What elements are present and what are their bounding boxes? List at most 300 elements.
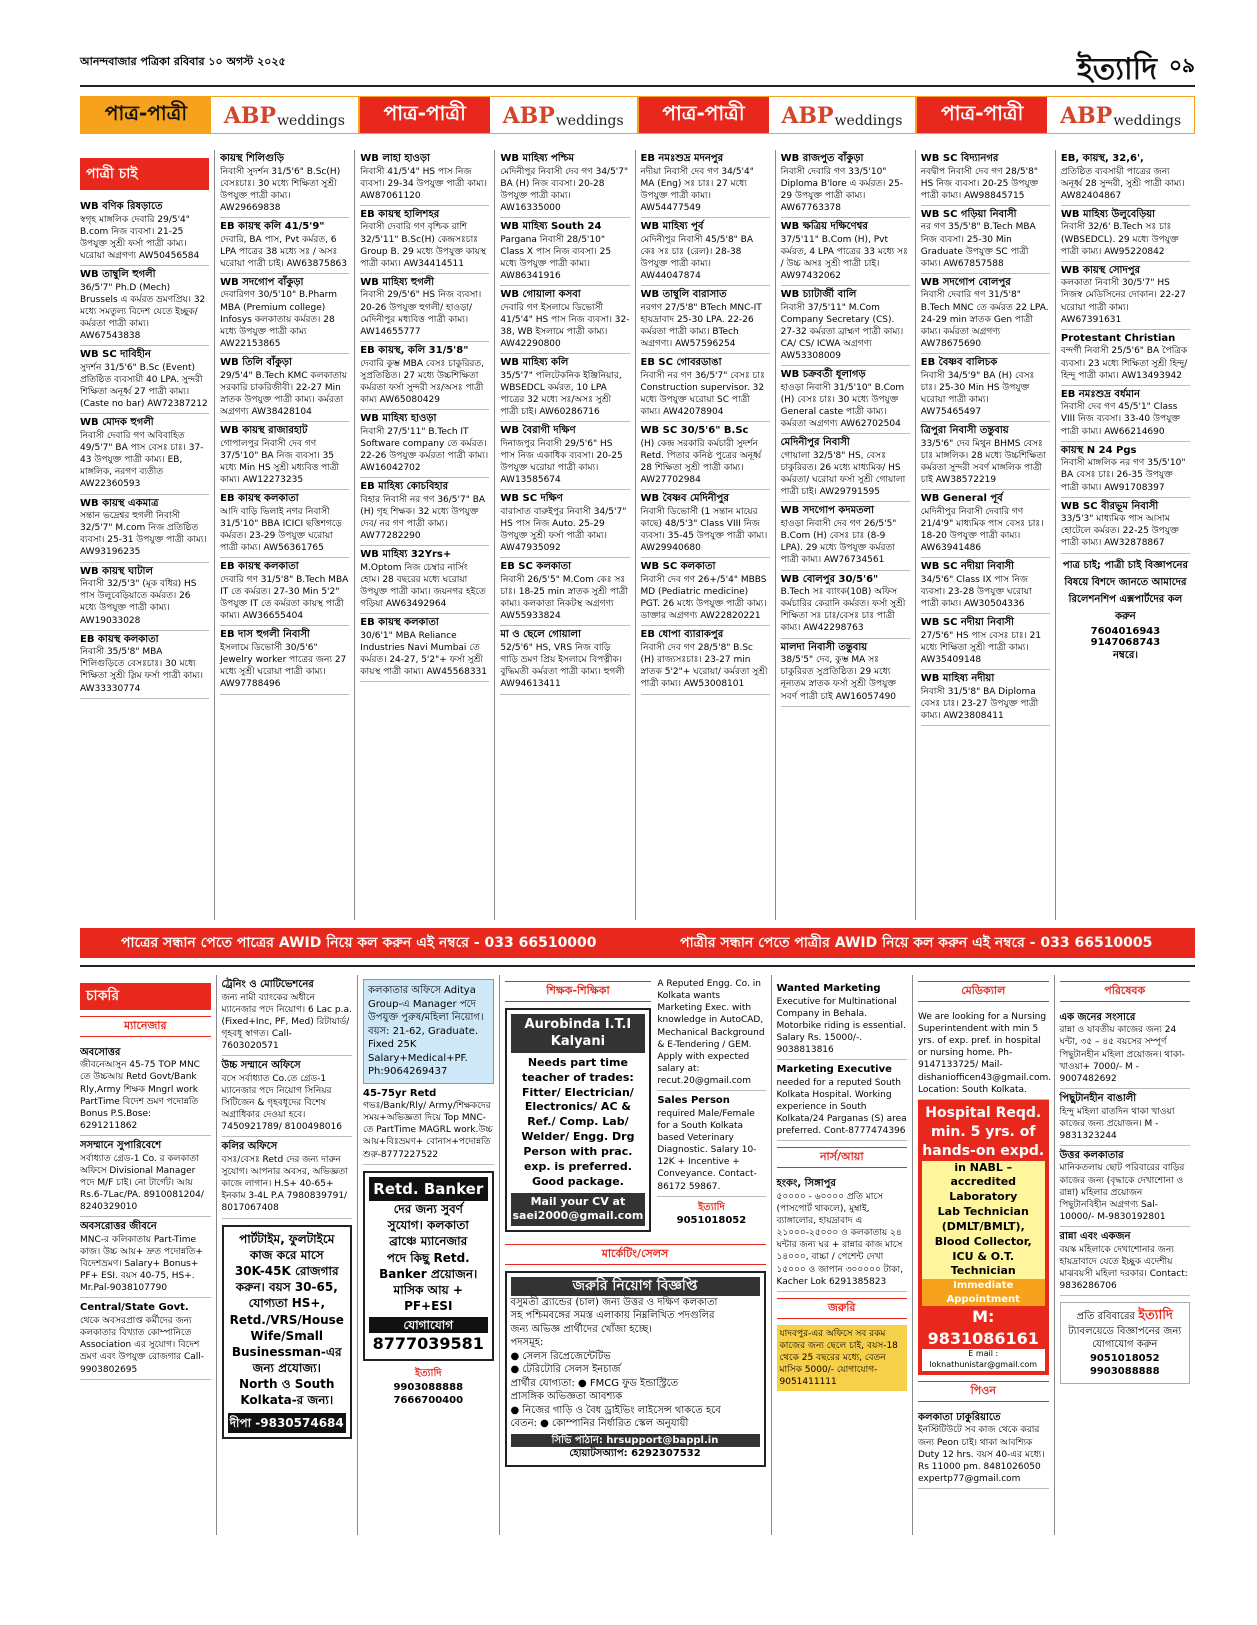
ad-heading: WB SC 30/5'6" B.Sc <box>640 425 749 437</box>
sales-ad: Sales Person required Male/Female for a South Kolkata based Veterinary Diagnostic. Salary 10-12K + Incentive + Conveyance. Contact- 86172 59867. <box>657 1091 765 1196</box>
ad-text: নিবাসী মাঙ্গলিক নর গণ 35/5'10" BA বেসঃ চাঃ। 26-35 উপযুক্ত পাত্রী কাম্য। AW91708397 <box>1060 458 1186 493</box>
masthead: আনন্দবাজার পত্রিকা রবিবার ১০ অগস্ট ২০২৫ <box>80 55 286 68</box>
classified-ad <box>500 286 629 354</box>
retd-ad: 45-75yr Retd গভঃ/Bank/Rly/ Army/শিক্ষকদের সময়+অভিজ্ঞতা দিয়ে Top MNC-তে PartTime MAGRL work.উচ্চ আয়+বিঃভ্রমণ+ বোনাস+পদোন্নতি শুরু-8777227522 <box>363 1084 494 1165</box>
classified-ad <box>80 563 209 631</box>
ad-heading: EB কায়স্থ কলি 41/5'9" <box>220 221 325 233</box>
classified-ad <box>921 354 1050 422</box>
ad-line: ● নিজের গাড়ি ও বৈধ ড্রাইভিং লাইসেন্স থাকতে হবে <box>510 1404 721 1416</box>
ad-text: দিনাজপুর নিবাসী 29/5'6" HS পাস নিজ একাধিক ব্যবসা। 20-25 উপযুক্ত ঘরোয়া পাত্রী কাম্য। AW13585674 <box>500 438 623 486</box>
ad-line: করুন। বয়স 30-65, <box>235 1280 338 1295</box>
ad-heading: WB কায়স্থ ঘাটাল <box>80 565 153 577</box>
page-header <box>80 45 1195 87</box>
ad-line: যোগ্যতা HS+, <box>248 1296 326 1311</box>
hospital-ad: Hospital Reqd. min. 5 yrs. of hands-on expd. in NABL –accredited Laboratory Lab Technician (DMLT/BMLT), Blood Collector, ICU & O.T. Technician Immediate Appointment M: 9831086161 E mail : loknathunistar@gmail.com <box>918 1100 1049 1375</box>
classified-column <box>494 150 634 920</box>
classified-column <box>354 150 494 920</box>
classified-ad <box>641 218 770 286</box>
ad-text: নিবাসী ডিভোর্সী (1 সন্তান মায়ের কাছে) 48/5'3" Class VIII নিজ ব্যবসা। 35-45 উপযুক্ত পাত্রী কাম্য। AW29940680 <box>640 506 768 554</box>
ad-text: নিবাসী দেব গণ 28/5'8" B.Sc (H) রাজ্যসঃচাঃ। 23-27 min স্নাতক 5'2"+ ঘরোয়া/ কর্মরতা সুশ্রী পাত্রী কাম্য। AW53008101 <box>640 642 768 690</box>
ad-text: B.Tech সঃ ব্যাংক(10B) অফিস কর্মচারির কেরানি কর্মরত। ফর্সা সুশ্রী শিক্ষিতা সঃ চাঃ/বেসঃ চাঃ পাত্রী কাম্য। AW42298763 <box>780 587 906 634</box>
helpline-phone: 7604016943 <box>1090 625 1161 637</box>
ad-text: নবদ্বীপ নিবাসী দেব গণ 28/5'8" HS নিজ ব্যবসা। 20-25 উপযুক্ত পাত্রী কাম্য। AW98845715 <box>920 166 1039 201</box>
banner-label: পাত্র-পাত্রী <box>639 97 769 133</box>
classified-ad <box>641 354 770 422</box>
job-text: বসে সর্বাধ্যাত Co.তে গ্রেড-1 ম্যানেজার পদে নিয়োগ সিনিয়র সিটিজেন & গৃহবধূদের বিশেষ অগ্রাধিকার দেওয়া হবে। 7450921789/ 8100498016 <box>221 1073 342 1133</box>
bride-search-cta: পাত্রীর সন্ধান পেতে পাত্রীর AWID নিয়ে কল করুন এই নম্বরে - 033 66510005 <box>680 935 1153 951</box>
ad-heading: WB SC নদীয়া নিবাসী <box>920 561 1015 573</box>
job-ad <box>1060 1008 1191 1089</box>
ad-text: নর গণ 35/5'8" B.Tech MBA নিজ ব্যবসা। 25-30 Min Graduate উপযুক্ত SC পাত্রী কাম্য। AW67857588 <box>920 222 1036 269</box>
ad-heading: WB বৈষ্ণব মেদিনীপুর <box>640 493 729 505</box>
ad-heading: WB মাহিষ্য পূর্ব <box>640 221 704 233</box>
urgent-ad: যাদবপুর-এর অফিসে সব রকম কাজের জন্য ছেলে চাই, বয়স-18 থেকে 25 বছরের মধ্যে, বেতন মাসিক 5000/- যোগাযোগ- 9051411111 <box>777 1325 908 1392</box>
classified-ad <box>1061 498 1190 554</box>
manager-subhead: ম্যানেজার <box>80 1016 211 1037</box>
classified-ad <box>80 495 209 563</box>
ad-text: নিবাসী 41/5'4" HS পাস নিজ ব্যবসা। 29-34 উপযুক্ত পাত্রী কাম্য। AW87061120 <box>360 166 487 201</box>
job-ad <box>222 1056 353 1137</box>
ad-text: 34/5'6" Class IX পাস নিজ ব্যবসা। 23-28 উপযুক্ত ঘরোয়া পাত্রী কাম্য। AW30504336 <box>920 574 1032 610</box>
job-text: সর্বাধ্যাত গ্রেড-1 Co. র কলকাতা অফিসে Divisional Manager পদে M/F চাই। নো টার্গেট। আয় Rs.6-7Lac/PA. 8910081204/ 8240329010 <box>80 1153 204 1213</box>
ad-heading: WB মাহিষ্য হাওড়া <box>360 413 437 425</box>
classified-ad <box>360 274 489 342</box>
ad-text: 35/5'7" পলিটেকনিক ইঞ্জিনিয়ার, WBSEDCL কর্মরত, 10 LPA পাত্রের 32 মধ্যে সঃ/অসঃ সুশ্রী পাত্রী চাই। AW60286716 <box>500 370 622 418</box>
ad-text: নিবাসী 29/5'6" HS নিজ ব্যবসা। 20-26 উপযুক্ত হুগলী/ হাওড়া/ মেদিনীপুর মধ্যবিত্ত পাত্রী কাম্য। AW14655777 <box>360 290 482 337</box>
ad-heading: WB SC দক্ষিণ <box>500 493 563 505</box>
ad-heading: WB সদগোপ বাঁকুড়া <box>220 276 304 288</box>
helpline-phone: 9147068743 <box>1090 636 1161 648</box>
ad-heading: WB মাহিষ্য নদীয়া <box>920 673 995 685</box>
ad-heading: WB মোদক হুগলী <box>80 417 154 429</box>
ad-text: নিবাসী 27/5'11" B.Tech IT Software company তে কর্মরত। 22-26 উপযুক্ত কর্মরতা পাত্রী কাম্য। AW16042702 <box>360 426 489 474</box>
banker-ad: Retd. Banker দের জন্য সুবর্ণ সুযোগ। কলকাতা ব্রাঞ্চে ম্যানেজার পদে কিছু Retd. Banker প্রয়োজন। মাসিক আয় + PF+ESI যোগাযোগ 8777039581 <box>363 1171 494 1361</box>
classified-ad <box>781 150 910 218</box>
ad-text: দেবারি গণ ইসলামে ডিভোর্সী 41/5'4" HS পাস নিজ ব্যবসা। 32-38, WB ইসলামে পাত্রী কাম্য। AW42290800 <box>500 302 630 350</box>
ad-heading: EB বৈষ্ণব বালিচক <box>920 357 998 369</box>
ad-heading: WB তাম্বুলি বারাসাত <box>640 289 727 301</box>
ad-text: নদীয়া নিবাসী দেব গণ 34/5'4" MA (Eng) সঃ চাঃ। 27 মধ্যে উপযুক্ত পাত্রী কাম্য। AW54477549 <box>640 166 754 213</box>
ad-heading: EB, কায়স্থ, 32,6', <box>1060 153 1144 164</box>
ad-heading: মেদিনীপুর নিবাসী <box>780 437 850 449</box>
banner-segment <box>916 96 1195 134</box>
ad-text: 27/5'6" HS পাস বেসঃ চাঃ। 21 মধ্যে শিক্ষিতা সুশ্রী পাত্রী কাম্য। AW35409148 <box>920 630 1042 666</box>
ad-text: দেবারি গণ 31/5'8" B.Tech MBA IT তে কর্মরত। 27-30 Min 5'2" উপযুক্ত IT তে কর্মরতা কায়স্থ পাত্রী কাম্য। AW36655404 <box>220 574 349 622</box>
jobs-col-5 <box>771 975 913 1535</box>
ad-text: নরগণ 27/5'8" BTech MNC-IT হায়দ্রাবাদ 25-30 LPA. 22-26 কর্মরতা পাত্রী কাম্য। BTech অগ্রগণ্য। AW57596254 <box>640 302 762 350</box>
classified-column <box>635 150 775 920</box>
ad-text: নিবাসী 31/5'8" BA Diploma বেসঃ চাঃ। 23-27 উপযুক্ত পাত্রী কাম্য। AW23808411 <box>920 686 1039 721</box>
classified-ad <box>781 502 910 570</box>
classified-ad <box>360 206 489 274</box>
classified-ad <box>921 490 1050 558</box>
ad-heading: WB কায়স্থ সোদপুর <box>1060 264 1141 276</box>
job-text: জন্য নামী ব্যাংকের অধীনে ম্যানেজার পদে নিয়োগ। 6 Lac p.a. (Fixed+Inc, PF, Med) রিটায়ার্ড/গৃহবধূ স্বাগত। Call- 7603020571 <box>221 992 352 1052</box>
classified-ad <box>500 150 629 218</box>
ad-heading: WB সদগোপ কদমতলা <box>780 505 875 517</box>
ad-heading: EB কায়স্থ কলকাতা <box>80 633 159 645</box>
banner-segment <box>359 96 638 134</box>
classified-column <box>214 150 354 920</box>
ad-heading: WB কায়স্থ রাজারহাট <box>220 425 308 437</box>
ad-line: (DMLT/BMLT), <box>941 1219 1025 1233</box>
section-title: ইত্যাদি <box>1077 52 1157 87</box>
job-heading: পিছুটানহীন বাঙালী <box>1059 1093 1137 1105</box>
job-ad <box>1060 1089 1191 1146</box>
job-ad <box>80 1298 211 1379</box>
ad-text: গোয়ালা 32/5'8" HS, বেসঃ চাকুরিরত। 26 মধ্যে মাধ্যমিক/ HS কর্মরতা/ ঘরোয়া ফর্সা সুশ্রী গোয়ালা পাত্রী চাই। AW29791595 <box>780 450 906 498</box>
job-ad <box>1060 1146 1191 1227</box>
classified-ad <box>360 342 489 410</box>
ad-text: M.Optom নিজ চেম্বার নার্সিং হোম। 28 বছরের মধ্যে ঘরোয়া উপযুক্ত পাত্রী কাম্য। জয়নগর হইতে গড়িয়া AW63492964 <box>360 562 486 610</box>
job-text: Executive for Multinational Company in Behala. Motorbike riding is essential. Salary Rs. 15000/-. 9038813816 <box>776 996 906 1056</box>
ad-text: বিহার নিবাসী নর গণ 36/5'7" BA (H) গৃহ শিক্ষক। 32 মধ্যে উপযুক্ত দেব/ নর গণ পাত্রী কাম্য। AW77282290 <box>360 494 486 542</box>
job-heading: অবসোত্তর <box>80 1046 121 1058</box>
classified-column <box>915 150 1055 920</box>
classified-ad <box>781 366 910 434</box>
classified-ad <box>921 558 1050 614</box>
ad-heading: WB রাজপুত বাঁকুড়া <box>780 153 864 164</box>
ad-text: গোপালপুর নিবাসী দেব গণ 37/5'10" BA নিজ ব্যবসা। 35 মধ্যে Min HS সুশ্রী মধ্যবিত্ত পাত্রী কাম্য। AW12273235 <box>220 438 340 486</box>
classified-ad <box>781 571 910 639</box>
ad-line: North ও South <box>239 1377 335 1392</box>
ad-heading: EB SC গোবরডাঙা <box>640 357 722 369</box>
job-heading: উচ্চ সম্মানে অফিসে <box>221 1060 301 1072</box>
ad-heading: WB SC কলকাতা <box>640 561 716 573</box>
ad-text: স্বগৃহ মাঙ্গলিক দেবারি 29/5'4" B.com নিজ ব্যবসা। 21-25 উপযুক্ত সুশ্রী ফর্সা পাত্রী কাম্য। ঘরোয়া অগ্রগণ্য AW50456584 <box>80 214 200 261</box>
classified-ad <box>921 206 1050 274</box>
ad-heading: EB কায়স্থ কলকাতা <box>220 561 299 573</box>
ad-heading: WB মাহিষ্য কলি <box>500 357 569 369</box>
ad-text: নিবাসী দেবারি গণ বৃশ্চিক রাশি 32/5'11" B.Sc(H) কেন্দ্রসঃচাঃ Group B. 29 মধ্যে উপযুক্ত কায়স্থ পাত্রী কাম্য। AW34414511 <box>360 222 486 269</box>
ad-line: ব্রাঞ্চে ম্যানেজার <box>389 1234 468 1249</box>
ad-text: নিবাসী দেবারি গণ 31/5'8" B.Tech MNC তে কর্মরত 22 LPA. 24-29 min স্নাতক Gen পাত্রী কাম্য। কর্মরতা অগ্রগণ্য AW78675690 <box>920 290 1049 350</box>
jobs-col-2 <box>216 975 358 1535</box>
ad-text: আদি বাড়ি ভিলাই নগর নিবাসী 31/5'10" BBA ICICI ছত্তিশগড়ে কর্মরত। 23-29 উপযুক্ত ঘরোয়া পাত্রী কাম্য। AW56361765 <box>220 506 342 554</box>
ad-heading: EB কায়স্থ কলকাতা <box>220 493 299 505</box>
ad-heading: WB লাহা হাওড়া <box>360 153 430 164</box>
classified-ad <box>80 631 209 699</box>
classified-ad <box>360 478 489 546</box>
ad-heading: EB কায়স্থ কলকাতা <box>360 617 439 629</box>
classified-ad <box>220 218 349 274</box>
classified-ad <box>1061 150 1190 206</box>
medical-subhead: মেডিক্যাল <box>918 981 1049 1002</box>
ad-text: নিবাসী দেবারি গণ 33/5'10" Diploma B'lore এ কর্মরত। 25-29 উপযুক্ত পাত্রী কাম্য। AW67763378 <box>780 166 903 213</box>
aditya-ad: কলকাতার অফিসে Aditya Group-এ Manager পদে উপযুক্ত পুরুষ/মহিলা নিয়োগ। বয়স: 21-62, Graduate. Fixed 25K Salary+Medical+PF. Ph:9064269437 <box>363 979 494 1084</box>
classified-ad <box>921 422 1050 490</box>
matrimonial-banner <box>80 96 1195 134</box>
classified-column <box>80 150 214 920</box>
ad-heading: মা ও ছেলে গোয়ালা <box>500 629 581 641</box>
call-to-action-strip <box>80 928 1195 958</box>
ad-heading: WB বণিক রিষড়াতে <box>80 201 163 212</box>
classified-ad <box>220 274 349 354</box>
ad-text: নিবাসী নর গণ 36/5'7" বেসঃ চাঃ Construction supervisor. 32 মধ্যে উপযুক্ত ঘরোয়া SC পাত্রী কাম্য। AW42078904 <box>640 370 765 418</box>
itadi-contact-2: ইত্যাদি 9051018052 <box>676 1201 747 1227</box>
job-heading: রান্না এবং একজন <box>1059 1231 1131 1243</box>
ad-heading: EB নমঃশুদ্র মদনপুর <box>640 153 724 164</box>
job-heading: Central/State Govt. <box>80 1302 189 1314</box>
job-ad <box>222 1137 353 1218</box>
classified-ad <box>500 218 629 286</box>
job-heading: এক জনের সংসারে <box>1059 1011 1136 1023</box>
ad-line: সুযোগ। কলকাতা <box>387 1218 469 1233</box>
ad-text: 38/5'5" দেব, কুম্ভ MA সঃ চাকুরিরত সুপ্রতিষ্ঠিত। 29 মধ্যে নূন্যতম স্নাতক ফর্সা সুশ্রী উপযুক্ত সবর্ণ পাত্রী চাই AW16057490 <box>780 655 897 702</box>
ad-heading: WB কায়স্থ একমাত্র <box>80 497 159 509</box>
ad-line: ● সেলস রিপ্রেজেন্টেটিভ <box>510 1350 611 1362</box>
ad-text: নিবাসী দেবারি গণ অবিবাহিত 49/5'7" BA পাস বেসঃ চাঃ। 37-43 উপযুক্ত পাত্রী কাম্য। EB, মাঙ্গলিক, নরগণ ব্যতীত AW22360593 <box>80 430 204 490</box>
classified-ad <box>360 410 489 478</box>
ad-line: Wife/Small <box>250 1328 324 1343</box>
ad-text: দেবারিগণ 30/5'10" B.Pharm MBA (Premium college) Infosys কলকাতায় কর্মরত। 28 মধ্যে উপযুক্ত পাত্রী কাম্য AW22153865 <box>220 290 337 350</box>
ad-heading: EB নমঃশুদ্র বর্ধমান <box>1060 388 1140 400</box>
jobs-col-6 <box>912 975 1054 1535</box>
classified-ad <box>1061 442 1190 498</box>
parttime-ad <box>222 1225 353 1439</box>
ad-text: দেবারি কুম্ভ MBA বেসঃ চাকুরিরত, সুপ্রতিষ্ঠিত। 27 মধ্যে উচ্চশিক্ষিতা কর্মরতা ফর্সা সুন্দরী সঃ/অসঃ পাত্রী কাম্য AW65080429 <box>360 358 484 405</box>
ad-line: Businessman-এর <box>231 1344 342 1359</box>
nurse-ad: হংকং, সিঙ্গাপুর ৫০০০০ - ৬০০০০ প্রতি মাসে (পাসপোর্ট থাকলে), মুম্বাই, ব্যাঙ্গালোর, হায়দ্রাবাদ এ ২১০০০-২৫০০০ ও কলকাতায় ২৪ ঘন্টার জন্য ঘর + রান্নার কাজ মাসে ১৪০০০, বাচ্চা / পেশেন্ট দেখা ১৫০০০ ও জাপান ৩০০০০০ টাকা, Kacher Lok 6291385823 <box>777 1174 908 1292</box>
classified-ad <box>80 198 209 266</box>
jobs-title: চাকরি <box>80 983 211 1010</box>
parttime-phone: দীপা -9830574684 <box>228 1413 347 1433</box>
jobs-col-4 <box>499 975 771 1535</box>
ad-text: 33/5'3" মাধ্যমিক পাস আসাম হোটেলে কর্মরত। 22-25 উপযুক্ত পাত্রী কাম্য। AW32878867 <box>1060 514 1179 549</box>
urgent-subhead: জরুরি <box>777 1298 908 1319</box>
medical-ad: We are looking for a Nursing Superintendent with min 5 yrs. of exp. pref. in hospital or nursing home. Ph- 9147133725/ Mail- dishaniofficen43@gmail.com. Location: South Kolkata. <box>918 1008 1049 1100</box>
helpline-box <box>1061 558 1190 665</box>
ad-text: বন্দর্গী নিবাসী 25/5'6" BA পৈত্রিক ব্যবসা। 23 মধ্যে শিক্ষিতা সুশ্রী হিন্দু/ হিন্দু পাত্রী কাম্য। AW13493942 <box>1060 346 1188 381</box>
ad-line: Blood Collector, <box>934 1234 1032 1248</box>
ad-text: ইসলামে ডিভোর্সী 30/5'6" Jewelry worker পাত্রের জন্য 27 মধ্যে সুশ্রী ঘরোয়া পাত্রী কাম্য। AW97788496 <box>220 642 347 690</box>
job-text: হিন্দু মহিলা রাতদিন থাকা খাওয়া কাজের জন্য প্রয়োজন। M - 9831323244 <box>1059 1106 1175 1141</box>
ad-line: মাসিক আয় + <box>393 1282 463 1297</box>
ad-heading: WB চ্যাটার্জী বালি <box>780 289 857 301</box>
peon-ad: কলকাতা ঢাকুরিয়াতে ইনস্টিটিউটে সব কাজ থেকে করার জন্য Peon চাই। থাকা আবশ্যিক Duty 12 hrs. বয়স 40-এর মধ্যে। Rs 11000 pm. 8481026050 expertp77@gmail.com <box>918 1408 1049 1489</box>
ad-text: বারাসাত বারুইপুর নিবাসী 34/5'7" HS পাস নিজ Auto. 25-29 উপযুক্ত সুশ্রী ফর্সা পাত্রী কাম্য। AW47935092 <box>500 506 627 554</box>
classified-ad <box>220 626 349 694</box>
classified-ad <box>500 490 629 558</box>
ad-line: প্রাসঙ্গিক অভিজ্ঞতা আবশ্যক <box>510 1391 623 1403</box>
job-ad <box>222 975 353 1056</box>
ad-line: বসুমতী ব্র্যান্ডের (চাল) জন্য উত্তর ও দক্ষিণ কলকাতা <box>510 1296 718 1308</box>
banner-label: পাত্র-পাত্রী <box>917 97 1047 133</box>
ad-line: জন্য অভিজ্ঞ প্রার্থীদের খোঁজা হচ্ছে। <box>510 1323 652 1335</box>
job-heading: উত্তর কলকাতার <box>1059 1149 1124 1161</box>
ad-line: সহ পশ্চিমবঙ্গের সমস্ত এলাকায় নিম্নলিখিত পদগুলির <box>510 1310 715 1322</box>
ad-heading: মালদা নিবাসী তন্তুবায় <box>780 641 868 653</box>
ad-heading: WB তাম্বুলি হুগলী <box>80 269 156 281</box>
section-separator <box>80 965 1195 967</box>
engg-ad: A Reputed Engg. Co. in Kolkata wants Marketing Exec. with knowledge in AutoCAD, Mechanical Background & E-Tendering / GEM. Apply with expected salary at: recut.20@gmail.com <box>657 975 765 1091</box>
classified-ad <box>360 546 489 614</box>
ad-line: পদে কিছু Retd. <box>386 1250 470 1265</box>
classified-ad <box>641 286 770 354</box>
classified-ad <box>80 266 209 346</box>
jobs-col-7 <box>1054 975 1196 1535</box>
classified-ad <box>1061 386 1190 442</box>
ad-heading: EB কায়স্থ, কলি 31/5'8" <box>360 345 469 357</box>
ad-text: মেদিনীপুর নিবাসী দেবারি গণ 21/4'9" মাধ্যমিক পাস বেসঃ চাঃ। 18-20 উপযুক্ত পাত্রী কাম্য। AW63941486 <box>920 506 1044 554</box>
classified-ad <box>781 218 910 286</box>
ad-line: 30K-45K রোজগার <box>234 1263 339 1278</box>
job-ad <box>80 1136 211 1217</box>
ad-heading: ত্রিপুরা নিবাসী তন্তুবায় <box>920 425 1009 437</box>
ad-heading: Protestant Christian <box>1060 332 1176 344</box>
ad-heading: WB SC গড়িয়া নিবাসী <box>920 208 1017 220</box>
ad-line: in NABL –accredited <box>950 1160 1017 1189</box>
ad-text: সন্তান ভদ্রেশ্বর হুগলী নিবাসী 32/5'7" M.com নিজ প্রতিষ্ঠিত ব্যবসা। 25-31 উপযুক্ত পাত্রী কাম্য। AW93196235 <box>80 511 207 558</box>
ad-text: কলকাতা নিবাসী 30/5'7" HS নিজস্ব মেডিসিনের দোকান। 22-27 ঘরোয়া পাত্রী কাম্য। AW67391631 <box>1060 278 1186 325</box>
jobs-col-1 <box>80 975 216 1535</box>
banker-phone: 8777039581 <box>372 1334 484 1354</box>
banner-label: পাত্র-পাত্রী <box>360 97 490 133</box>
ad-heading: WB ক্ষত্রিয় দক্ষিণেশ্বর <box>780 221 868 233</box>
classified-ad <box>220 558 349 626</box>
ad-text: নিবাসী 26/5'5" M.Com কেঃ সঃ চাঃ। 18-25 min স্নাতক সুশ্রী পাত্রী কাম্য। কলকাতা নিকটস্থ অগ্রগণ্য AW55933824 <box>500 574 628 622</box>
ad-text: নিবাসী দেব গণ 45/5'1" Class VIII নিজ ব্যবসা। 33-40 উপযুক্ত পাত্রী কাম্য। AW66214690 <box>1060 402 1181 437</box>
classified-ad <box>1061 262 1190 330</box>
ad-heading: WB SC বিদ্যানগর <box>920 153 999 164</box>
ad-heading: WB গোয়ালা কসবা <box>500 289 581 301</box>
header-rule <box>80 85 1195 87</box>
ad-heading: WB SC দাবিহীন <box>80 349 151 361</box>
ad-text: 36/5'7" Ph.D (Mech) Brussels এ কর্মরত ভ্রমণপ্রিয়। 32 মধ্যে সমতুল্য বিদেশ যেতে ইচ্ছুক/ কর্মরতা পাত্রী কাম্য। AW67543838 <box>80 282 206 342</box>
ad-text: 29/5'4" B.Tech KMC কলকাতায় সরকারি চাকরিজীবী। 22-27 Min স্নাতক উপযুক্ত পাত্রী কাম্য। কর্মরতা অগ্রগণ্য AW38428104 <box>220 370 347 418</box>
classified-ad <box>641 422 770 490</box>
job-heading: ট্রেনিং ও মোটিভেশনের <box>221 979 314 990</box>
ad-heading: WB মাহিষ্য 32Yrs+ <box>360 549 452 561</box>
classified-ad <box>641 558 770 626</box>
classified-column <box>775 150 915 920</box>
banner-label: পাত্র-পাত্রী <box>81 97 211 133</box>
ad-line: Retd./VRS/House <box>229 1312 344 1327</box>
ad-heading: WB বৈরাগী দক্ষিণ <box>500 425 576 437</box>
job-text: মানিকতলায় ছোট পরিবারের বাড়ির কাজের জন্য (বৃদ্ধাকে দেখাশোনা ও রান্না) মহিলার প্রয়োজন পিছুটানবিহীন অগ্রগণ্য Sal-10000/- M-9830192801 <box>1059 1163 1185 1223</box>
classified-ad <box>80 414 209 494</box>
ad-line: ● টেরিটোরি সেলস ইনচার্জ <box>510 1364 621 1376</box>
itadi-contact: ইত্যাদি 9903088888 7666700400 <box>393 1368 464 1407</box>
job-ad <box>80 1043 211 1136</box>
ad-heading: WB তিলি বাঁকুড়া <box>220 357 292 369</box>
ad-heading: WB বোলপুর 30/5'6" <box>780 573 879 585</box>
job-ad <box>80 1217 211 1298</box>
ad-line: PF+ESI <box>404 1299 453 1314</box>
ad-text: সুদর্শন 31/5'6" B.Sc (Event) প্রতিষ্ঠিত ব্যবসায়ী 40 LPA. সুন্দরী শিক্ষিতা অনূর্ধ্ব 27 পাত্রী কাম্য। (Caste no bar) AW72387212 <box>80 362 208 410</box>
job-text: needed for a reputed South Kolkata Hospital. Working experience in South Kolkata/24 Parganas (S) area preferred. Cont-8777474396 <box>776 1077 907 1137</box>
job-heading: অবসরোত্তর জীবনে <box>80 1221 157 1233</box>
ad-heading: WB মাহিষ্য South 24 <box>500 221 602 233</box>
service-subhead: পরিষেবক <box>1060 981 1191 1002</box>
urgent-recruitment-ad: জরুরি নিয়োগ বিজ্ঞপ্তি বসুমতী ব্র্যান্ডের (চাল) জন্য উত্তর ও দক্ষিণ কলকাতা সহ পশ্চিমবঙ্গের সমস্ত এলাকায় নিম্নলিখিত পদগুলির জন্য অভিজ্ঞ প্রার্থীদের খোঁজা হচ্ছে। পদসমূহ: ● সেলস রিপ্রেজেন্টেটিভ ● টেরিটোরি সেলস ইনচার্জ প্রার্থীর যোগ্যতা: ● FMCG ফুড ইন্ডাস্ট্রিতে প্রাসঙ্গিক অভিজ্ঞতা আবশ্যক ● নিজের গাড়ি ও বৈধ ড্রাইভিং লাইসেন্স থাকতে হবে বেতন: ● কোম্পানির নির্ধারিত স্কেল অনুযায়ী সিভি পাঠান: hrsupport@bappl.in হোয়াটসঅ্যাপ: 6292307532 <box>505 1271 766 1467</box>
classified-ad <box>500 558 629 626</box>
classified-ad <box>921 614 1050 670</box>
ad-line: Kolkata-র জন্য। <box>240 1393 334 1408</box>
ad-heading: WB মাহিষ্য পশ্চিম <box>500 153 575 164</box>
abp-weddings-logo: ABP weddings <box>223 103 345 129</box>
classified-ad <box>641 626 770 694</box>
ad-line: বেতন: ● কোম্পানির নির্ধারিত স্কেল অনুযায়ী <box>510 1418 689 1430</box>
ad-text: নিবাসী 34/5'9" BA (H) বেসঃ চাঃ। 25-30 Min HS উপযুক্ত ঘরোয়া পাত্রী কাম্য। AW75465497 <box>920 370 1035 418</box>
classified-ad <box>1061 330 1190 386</box>
classified-ad <box>360 614 489 682</box>
ad-heading: EB কায়স্থ হালিশহর <box>360 208 440 220</box>
ad-heading: কায়স্থ N 24 Pgs <box>1060 444 1137 456</box>
jobs-grid <box>80 975 1195 1535</box>
ad-line: জন্য প্রযোজ্য। <box>252 1361 321 1376</box>
abp-weddings-logo: ABP weddings <box>781 103 903 129</box>
brides-section-head: পাত্রী চাই <box>80 158 209 190</box>
iti-ad: Aurobinda I.T.I Kalyani Needs part time teacher of trades: Fitter/ Electrician/ Electronics/ AC & Ref./ Comp. Lab/ Welder/ Engg. Drg Person with prac. exp. is preferred. Good package. Mail your CV at saei2000@gmail.com <box>505 1008 652 1232</box>
ad-line: দের জন্য সুবর্ণ <box>393 1201 463 1216</box>
ad-heading: কায়স্থ শিলিগুড়ি <box>220 153 284 164</box>
job-ad <box>1060 1227 1191 1296</box>
ad-text: মেদিনীপুর নিবাসী 45/5'8" BA কেঃ সঃ চাঃ (রেল)। 28-38 উপযুক্ত পাত্রী কাম্য। AW44047874 <box>640 234 754 281</box>
ad-line: ICU & O.T. Technician <box>950 1249 1016 1278</box>
job-text: বয়স্ক মহিলাকে দেখাশোনার জন্য হায়দ্রাবাদে যেতে ইচ্ছুক এদেশীয় মাঝবয়সী মহিলা দরকার। Contact: 9836286706 <box>1059 1244 1188 1292</box>
ad-text: নিবাসী 32/5'3" (মূক বধির) HS পাস উলুবেড়িয়াতে কর্মরত। 26 মধ্যে উপযুক্ত পাত্রী কাম্য। AW19033028 <box>80 579 197 626</box>
itadi-promo: প্রতি রবিবারের ইত্যাদি ট্যাবলয়েডে বিজ্ঞাপনের জন্য যোগাযোগ করুন 9051018052 9903088888 <box>1060 1302 1191 1384</box>
ad-text: দেবারি, BA পাস, Pvt কর্মরত, 6 LPA পাত্রের 38 মধ্যে সঃ / অসঃ ঘরোয়া পাত্রী চাই। AW63875863 <box>220 234 348 269</box>
ad-line: Banker প্রয়োজন। <box>379 1266 478 1281</box>
job-ad <box>777 1060 908 1141</box>
job-heading: Wanted Marketing <box>776 983 881 994</box>
ad-line: Laboratory <box>949 1190 1018 1204</box>
job-text: জীবনেআসুন 45-75 TOP MNC তে উচ্চআয় Retd Govt/Bank Rly,Army শিক্ষক Mngrl work PartTime বিদেশ ভ্রমণ পদোন্নতি Bonus P.S.Bose: 6291211862 <box>80 1060 200 1131</box>
ad-heading: EB SC কলকাতা <box>500 561 572 573</box>
ad-heading: WB মাহিষ্য উলুবেড়িয়া <box>1060 208 1156 220</box>
job-heading: Marketing Executive <box>776 1064 892 1076</box>
ad-heading: EB ধোপা ব্যারাকপুর <box>640 629 724 641</box>
marketing-subhead: মার্কেটিং/সেলস <box>505 1244 766 1265</box>
job-text: MNC-র কলিকাতায় Part-Time কাজ। উচ্চ আয়+ দ্রুত পদোন্নতি+ বিদেশভ্রমণ। Salary+ Bonus+ PF+ ESI. বয়স 40-75, HS+. Mr.Pal-9038107790 <box>80 1234 203 1294</box>
classified-ad <box>220 490 349 558</box>
ad-text: 33/5'6" দেব মিথুন BHMS বেসঃ চাঃ মাঙ্গলিক। 28 মধ্যে উচ্চশিক্ষিতা কর্মরতা সুন্দরী সবর্ণ মাঙ্গলিক পাত্রী চাই AW38572219 <box>920 438 1046 486</box>
helpline-text: পাত্র চাই; পাত্রী চাই বিজ্ঞাপনের বিষয়ে বিশদে জানতে আমাদের রিলেশনশিপ এক্সপার্টদের কল করুন <box>1062 559 1188 622</box>
ad-text: নিবাসী 32/6' B.Tech সঃ চাঃ (WBSEDCL). 29 মধ্যে উপযুক্ত পাত্রী কাম্য। AW95220842 <box>1060 222 1179 257</box>
ad-heading: WB SC বীরভূম নিবাসী <box>1060 500 1159 512</box>
classified-ad <box>500 626 629 694</box>
ad-text: 37/5'11" B.Com (H), Pvt কর্মরত, 4 LPA পাত্রের 33 মধ্যে সঃ / উচ্চ অসঃ সুশ্রী পাত্রী চাই। AW97432062 <box>780 234 908 281</box>
classified-ad <box>1061 206 1190 262</box>
peon-subhead: পিওন <box>918 1381 1049 1402</box>
classified-columns <box>80 150 1195 920</box>
ad-text: প্রতিষ্ঠিত ব্যবসায়ী পাত্রের জন্য অনূর্ধ্ব 28 সুন্দরী, সুশ্রী পাত্রী কাম্য। AW82404867 <box>1060 166 1185 201</box>
banner-segment <box>638 96 917 134</box>
helpline-suffix: নম্বরে। <box>1112 649 1138 661</box>
ad-line: প্রার্থীর যোগ্যতা: ● FMCG ফুড ইন্ডাস্ট্রিতে <box>510 1377 679 1389</box>
nurse-subhead: নার্স/আয়া <box>777 1147 908 1168</box>
job-heading: সসম্মানে সুপারিবেশে <box>80 1140 162 1152</box>
ad-heading: WB SC নদীয়া নিবাসী <box>920 617 1015 629</box>
classified-ad <box>641 490 770 558</box>
classified-ad <box>220 422 349 490</box>
classified-ad <box>220 150 349 218</box>
classified-ad <box>781 286 910 366</box>
job-text: বসঃ/বেসঃ Retd দের জন্য দারুন সুযোগ। আপনার অবসর, অভিজ্ঞতা কাজে লাগান। H.S+ 40-65+ ইনকাম 3-4L P.A 7980839791/ 8017067408 <box>221 1154 348 1214</box>
ad-heading: WB চক্রবর্তী ধূলাগড় <box>780 369 866 381</box>
ad-text: হাওড়া নিবাসী দেব গণ 26/5'5" B.Com (H) বেসঃ চাঃ (8-9 LPA). 29 মধ্যে উপযুক্ত কর্মরতা পাত্রী কাম্য। AW76734561 <box>780 518 897 566</box>
ad-text: 52/5'6" HS, VRS নিজ বাড়ি গাড়ি ভ্রমণ প্রিয় ইসলামে বিপত্নীক। বুদ্ধিমতী কর্মরতা পাত্রী কাম্য। হুগলী AW94613411 <box>500 642 625 690</box>
ad-text: Pargana নিবাসী 28/5'10" Class X পাস নিজ ব্যবসা। 25 মধ্যে উপযুক্ত পাত্রী কাম্য। AW86341916 <box>500 234 612 281</box>
teacher-subhead: শিক্ষক-শিক্ষিকা <box>505 981 652 1002</box>
ad-heading: WB সদগোপ বোলপুর <box>920 276 1011 288</box>
classified-ad <box>641 150 770 218</box>
ad-text: (H) কেন্দ্র সরকারি কর্মচারী সুদর্শন Retd. পিতার কনিষ্ঠ পুত্রের অনূর্ধ্ব 28 শিক্ষিতা সুশ্রী পাত্রী কাম্য। AW27702984 <box>640 438 762 486</box>
ad-text: 30/6'1" MBA Reliance Industries Navi Mumbai তে কর্মরত। 24-27, 5'2"+ ফর্সা সুশ্রী কায়স্থ পাত্রী কাম্য। AW45568331 <box>360 630 488 678</box>
ad-heading: WB General পূর্ব <box>920 493 1003 505</box>
